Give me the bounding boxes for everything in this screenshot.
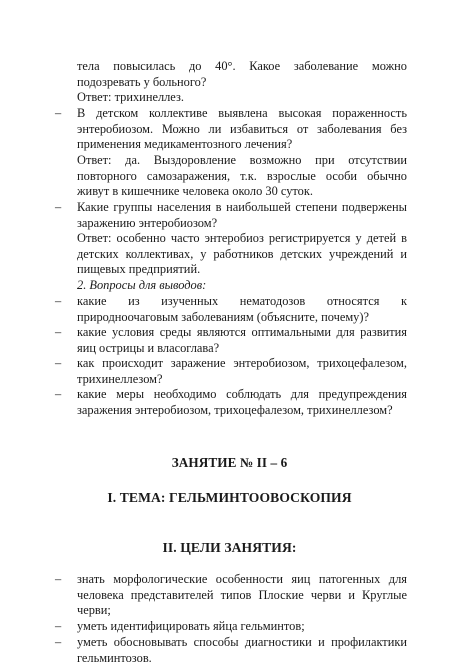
conclusion-text: какие условия среды являются оптимальными для развития яиц острицы и власоглава? [77, 325, 407, 355]
answer-1: Ответ: трихинеллез. [77, 90, 184, 104]
bullet-dash: – [55, 572, 62, 586]
question-3-text: Какие группы населения в наибольшей степени подвержены заражению энтеробиозом? [77, 200, 407, 230]
bullet-dash: – [55, 387, 62, 401]
conclusions-heading: 2. Вопросы для выводов: [77, 278, 207, 292]
conclusion-item [55, 294, 407, 325]
bullet-dash: – [55, 325, 62, 339]
goal-text: уметь обосновывать способы диагностики и профилактики гельминтозов. [77, 635, 407, 665]
goal-item [55, 572, 407, 619]
question-2-text: В детском коллективе выявлена высокая пораженность энтеробиозом. Можно ли избавиться от заболевания без применения медикаментозного лечения? [77, 106, 407, 152]
bullet-dash: – [55, 635, 62, 649]
goal-item [55, 619, 407, 635]
conclusion-item [55, 325, 407, 356]
conclusion-text: какие меры необходимо соблюдать для предупреждения заражения энтеробиозом, трихоцефалезом, трихинеллезом? [77, 387, 407, 417]
question-2 [55, 106, 407, 153]
goal-text: уметь идентифицировать яйца гельминтов; [77, 619, 305, 633]
question-3 [55, 200, 407, 231]
bullet-dash: – [55, 294, 62, 308]
conclusion-item [55, 387, 407, 418]
bullet-dash: – [55, 619, 62, 633]
lesson-title: ЗАНЯТИЕ № II – 6 [171, 455, 288, 470]
goal-text: знать морфологические особенности яиц патогенных для человека представителей типов Плоские черви и Круглые черви; [77, 572, 407, 618]
answer-2: Ответ: да. Выздоровление возможно при отсутствии повторного самозаражения, т.к. взрослые особи обычно живут в кишечнике человека около 30 суток. [77, 153, 407, 199]
bullet-dash: – [55, 356, 62, 370]
conclusion-text: как происходит заражение энтеробиозом, трихоцефалезом, трихинеллезом? [77, 356, 407, 386]
bullet-dash: – [55, 200, 62, 214]
answer-3: Ответ: особенно часто энтеробиоз регистрируется у детей в детских коллективах, у работников детских учреждений и пищевых предприятий. [77, 231, 407, 277]
conclusion-item [55, 356, 407, 387]
bullet-dash: – [55, 106, 62, 120]
conclusion-text: какие из изученных нематодозов относятся к природноочаговым заболеваниям (объясните, почему)? [77, 294, 407, 324]
continued-question: тела повысилась до 40°. Какое заболевание можно подозревать у больного? [77, 59, 407, 89]
lesson-theme: I. ТЕМА: ГЕЛЬМИНТООВОСКОПИЯ [107, 490, 352, 505]
goals-heading: II. ЦЕЛИ ЗАНЯТИЯ: [162, 540, 297, 555]
goal-item [55, 635, 407, 666]
